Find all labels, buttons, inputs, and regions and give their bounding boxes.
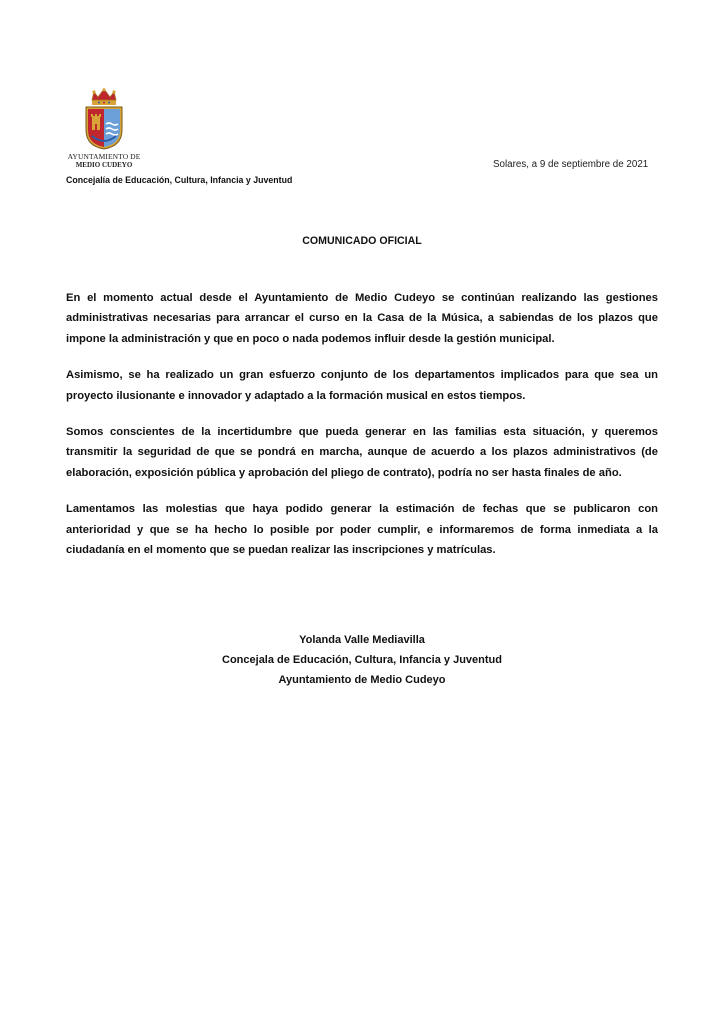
department-name: Concejalía de Educación, Cultura, Infancia y Juventud: [66, 175, 293, 185]
signer-name: Yolanda Valle Mediavilla: [299, 634, 425, 646]
org-name-line1: AYUNTAMIENTO DE: [67, 152, 141, 161]
paragraph: En el momento actual desde el Ayuntamiento de Medio Cudeyo se continúan realizando las gestiones administrativas necesarias para arrancar el curso en la Casa de la Música, a sabiendas de los plazos que impone la administración y que en poco o nada podemos influir desde la gestión municipal.: [66, 292, 658, 345]
paragraph: Somos conscientes de la incertidumbre que pueda generar en las familias esta situación, y queremos transmitir la seguridad de que se pondrá en marcha, aunque de acuerdo a los plazos administrativos (de elaboración, exposición pública y aprobación del pliego de contrato), podría no ser hasta finales de año.: [66, 426, 658, 479]
org-name-line2: MEDIO CUDEYO: [75, 161, 133, 169]
paragraph: Lamentamos las molestias que haya podido generar la estimación de fechas que se publicaron con anterioridad y que se ha hecho lo posible por poder cumplir, e informaremos de forma inmediata a la ciudadanía en el momento que se puedan realizar las inscripciones y matrículas.: [66, 503, 658, 557]
signature-block: [0, 630, 724, 690]
document-body: [66, 288, 658, 576]
signer-institution: Ayuntamiento de Medio Cudeyo: [278, 674, 446, 686]
signer-position: Concejala de Educación, Cultura, Infancia y Juventud: [222, 654, 502, 666]
document-title: COMUNICADO OFICIAL: [302, 235, 422, 247]
document-date: Solares, a 9 de septiembre de 2021: [493, 159, 649, 170]
paragraph: Asimismo, se ha realizado un gran esfuerzo conjunto de los departamentos implicados para que sea un proyecto ilusionante e innovador y adaptado a la formación musical en estos tiempos.: [66, 369, 658, 402]
coat-of-arms-icon: [82, 88, 126, 150]
